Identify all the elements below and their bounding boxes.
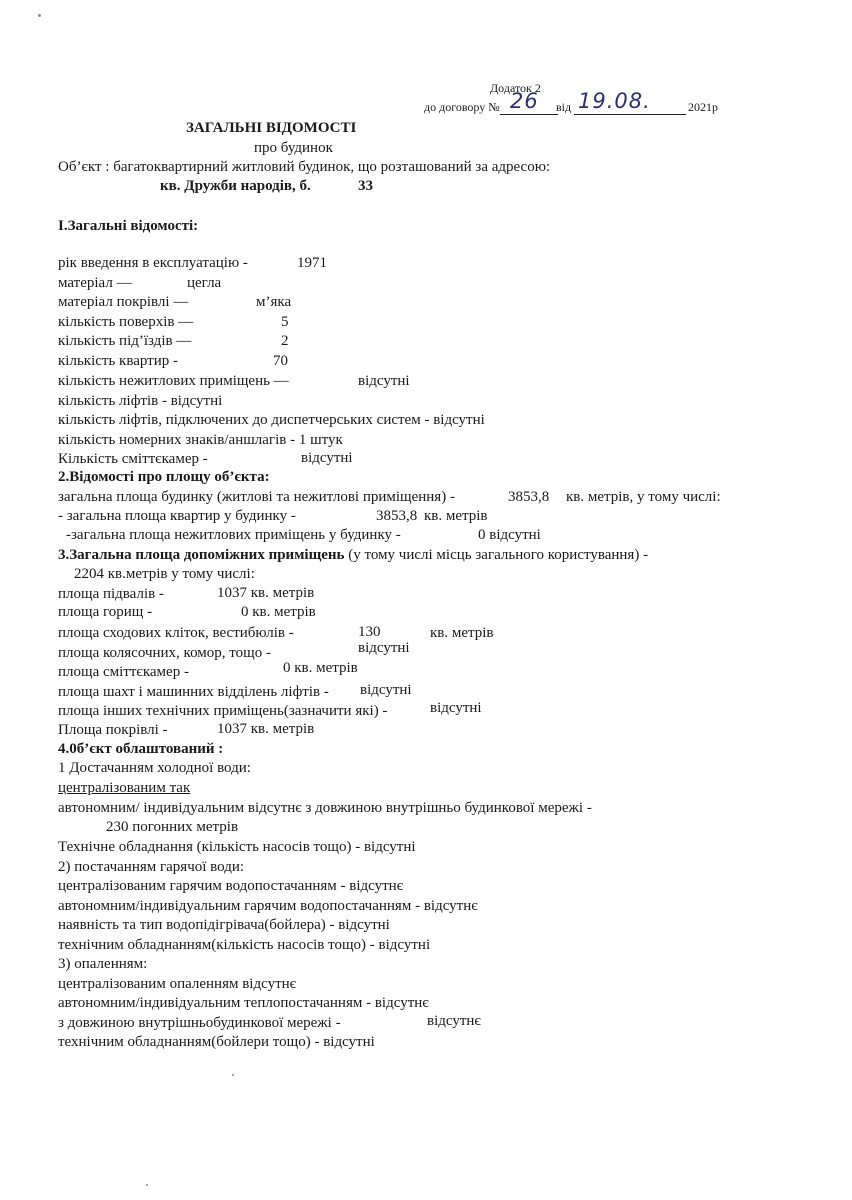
nonres-area-label: -загальна площа нежитлових приміщень у будинку - bbox=[66, 527, 401, 543]
row-value: 2 bbox=[281, 333, 289, 349]
contract-number-underline bbox=[500, 114, 558, 115]
scan-speck bbox=[38, 14, 41, 17]
apartments-area-label: - загальна площа квартир у будинку - bbox=[58, 508, 296, 524]
row-label: площа інших технічних приміщень(зазначити які) - bbox=[58, 703, 388, 719]
hot-equipment-line: технічним обладнанням(кількість насосів тощо) - відсутні bbox=[58, 937, 431, 953]
total-area-unit: кв. метрів, у тому числі: bbox=[566, 489, 721, 505]
row-value: відсутні bbox=[360, 682, 412, 698]
row-value: відсутні bbox=[358, 373, 410, 389]
row-label: площа сміттєкамер - bbox=[58, 664, 189, 680]
centralized-line: централізованим так bbox=[58, 780, 191, 796]
row-label: кількість ліфтів, підключених до диспетчерських систем - відсутні bbox=[58, 412, 485, 428]
document-subtitle: про будинок bbox=[254, 140, 333, 156]
row-value: 0 кв. метрів bbox=[283, 660, 358, 676]
section4-title: 4.0б’єкт облаштований : bbox=[58, 741, 224, 757]
row-label: кількість нежитлових приміщень — bbox=[58, 373, 289, 389]
address-label: кв. Дружби народів, б. bbox=[160, 178, 311, 194]
section2-title: 2.Відомості про площу об’єкта: bbox=[58, 469, 270, 485]
total-area-value: 3853,8 bbox=[508, 489, 550, 505]
boiler-line: наявність та тип водопідігрівача(бойлера) - відсутні bbox=[58, 917, 390, 933]
row-label: кількість ліфтів - відсутні bbox=[58, 393, 223, 409]
autonomous-line: автономним/ індивідуальним відсутнє з довжиною внутрішньо будинкової мережі - bbox=[58, 800, 592, 816]
row-label: площа сходових кліток, вестибюлів - bbox=[58, 625, 294, 641]
heat-auto-line: автономним/індивідуальним теплопостачанням - відсутнє bbox=[58, 995, 429, 1011]
nonres-area-value: 0 відсутні bbox=[478, 527, 541, 543]
length-line: 230 погонних метрів bbox=[106, 819, 239, 835]
from-word: від bbox=[556, 100, 572, 114]
row-label: кількість номерних знаків/аншлагів - 1 штук bbox=[58, 432, 343, 448]
cold-water-line: 1 Достачанням холодної води: bbox=[58, 760, 251, 776]
row-label: рік введення в експлуатацію - bbox=[58, 255, 248, 271]
object-line: Об’єкт : багатоквартирний житловий будинок, що розташований за адресою: bbox=[58, 159, 551, 175]
contract-year: 2021р bbox=[688, 100, 718, 114]
row-value: відсутні bbox=[430, 700, 482, 716]
row-value: 130 bbox=[358, 624, 381, 640]
contract-date-handwritten: 19.08. bbox=[578, 89, 651, 113]
apartments-area-unit: кв. метрів bbox=[424, 508, 488, 524]
hot-central-line: централізованим гарячим водопостачанням - відсутнє bbox=[58, 878, 404, 894]
row-label: матеріал покрівлі — bbox=[58, 294, 189, 310]
row-label: площа підвалів - bbox=[58, 586, 164, 602]
apartments-area-value: 3853,8 bbox=[376, 508, 418, 524]
document-title: ЗАГАЛЬНІ ВІДОМОСТІ bbox=[186, 120, 357, 136]
section3-title-rest: (у тому числі місць загального користування) - bbox=[344, 547, 649, 563]
heat-length-value: відсутнє bbox=[427, 1013, 481, 1029]
row-label: кількість квартир - bbox=[58, 353, 178, 369]
section3-title bbox=[58, 548, 648, 563]
row-label: кількість під’їздів — bbox=[58, 333, 192, 349]
row-unit: кв. метрів bbox=[430, 625, 494, 641]
equipment-line: Технічне обладнання (кількість насосів тощо) - відсутні bbox=[58, 839, 416, 855]
contract-prefix: до договору № bbox=[424, 100, 500, 114]
row-value: 5 bbox=[281, 314, 289, 330]
row-label: кількість поверхів — bbox=[58, 314, 194, 330]
row-label: площа колясочних, комор, тощо - bbox=[58, 645, 271, 661]
heat-equipment-line: технічним обладнанням(бойлери тощо) - відсутні bbox=[58, 1034, 375, 1050]
row-value: відсутні bbox=[301, 450, 353, 466]
addendum-title: Додаток 2 bbox=[490, 81, 541, 95]
auxiliary-total: 2204 кв.метрів у тому числі: bbox=[74, 566, 255, 582]
row-label: площа шахт і машинних відділень ліфтів - bbox=[58, 684, 329, 700]
total-area-label: загальна площа будинку (житлові та нежитлові приміщення) - bbox=[58, 489, 455, 505]
row-label: Кількість сміттєкамер - bbox=[58, 451, 208, 467]
row-label: площа горищ - bbox=[58, 604, 153, 620]
contract-number-handwritten: 26 bbox=[510, 89, 539, 113]
row-value: м’яка bbox=[256, 294, 292, 310]
section1-title: I.Загальні відомості: bbox=[58, 218, 199, 234]
hot-water-line: 2) постачанням гарячої води: bbox=[58, 859, 245, 875]
row-value: 1971 bbox=[297, 255, 327, 271]
row-label: Площа покрівлі - bbox=[58, 722, 168, 738]
row-value: 1037 кв. метрів bbox=[217, 721, 315, 737]
row-value: 1037 кв. метрів bbox=[217, 585, 315, 601]
heat-central-line: централізованим опаленням відсутнє bbox=[58, 976, 297, 992]
scan-speck bbox=[232, 1074, 234, 1076]
contract-date-underline bbox=[574, 114, 686, 115]
row-label: матеріал — bbox=[58, 275, 132, 291]
row-value: 0 кв. метрів bbox=[241, 604, 316, 620]
row-value: цегла bbox=[187, 275, 222, 291]
address-number: 33 bbox=[358, 178, 373, 194]
section3-title-bold: 3.Загальна площа допоміжних приміщень bbox=[58, 547, 345, 563]
heating-line: 3) опаленням: bbox=[58, 956, 148, 972]
row-value: 70 bbox=[273, 353, 288, 369]
hot-auto-line: автономним/індивідуальним гарячим водопостачанням - відсутнє bbox=[58, 898, 478, 914]
heat-length-label: з довжиною внутрішньобудинкової мережі - bbox=[58, 1015, 341, 1031]
row-value: відсутні bbox=[358, 640, 410, 656]
scan-speck bbox=[146, 1184, 148, 1186]
